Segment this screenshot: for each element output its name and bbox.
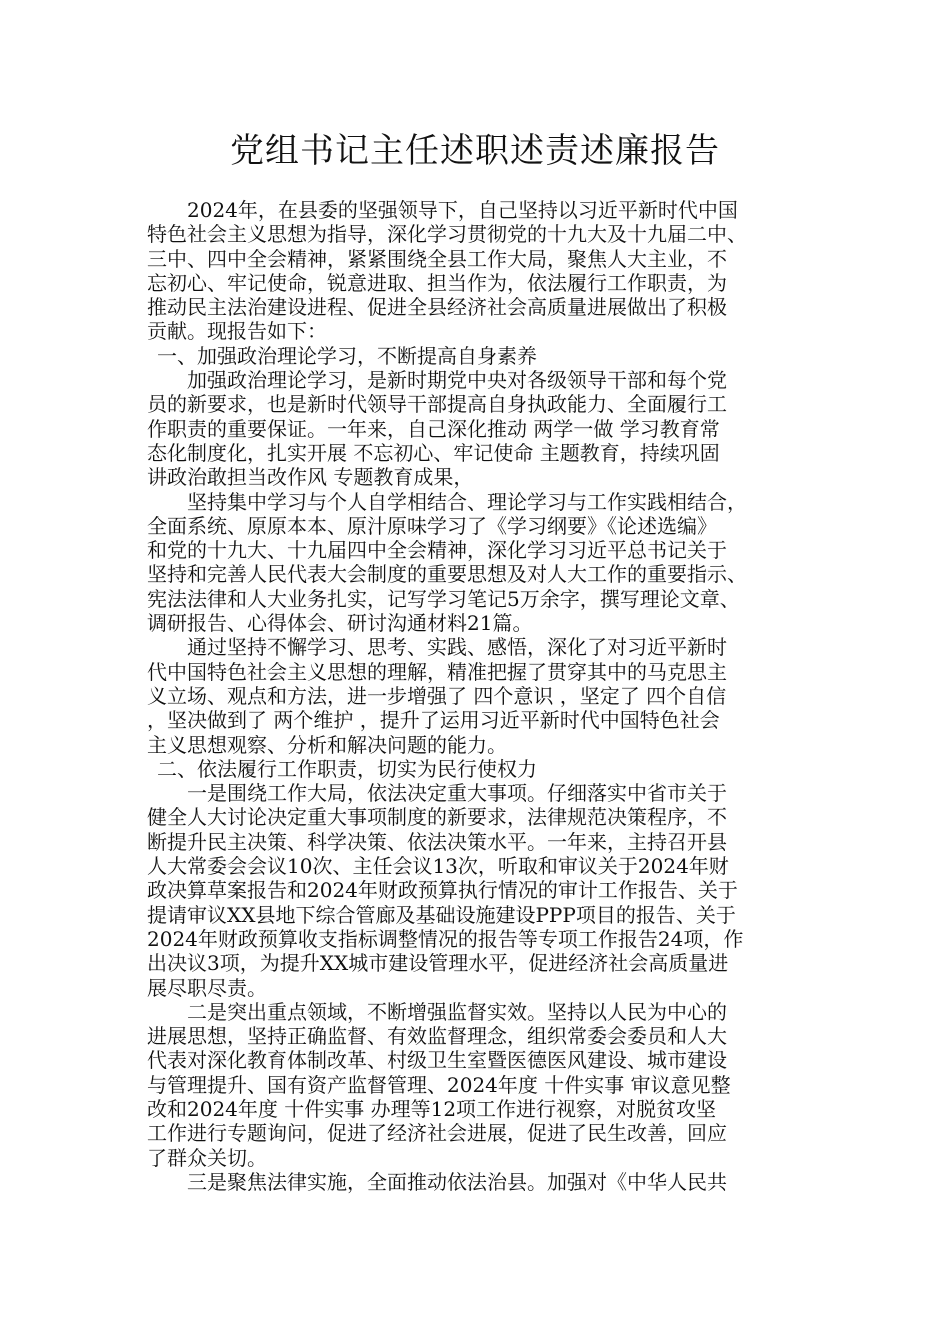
text-line: 贡献。现报告如下： — [147, 319, 327, 344]
text-line: 加强政治理论学习，是新时期党中央对各级领导干部和每个党 — [187, 368, 727, 393]
text-line: 展尽职尽责。 — [147, 975, 267, 1000]
text-line: 义立场、观点和方法，进一步增强了 四个意识 ，坚定了 四个自信 — [147, 683, 727, 708]
text-line: 全面系统、原原本本、原汁原味学习了《学习纲要》《论述选编》 — [147, 513, 717, 538]
document-body — [147, 198, 807, 1194]
text-line: 2024年财政预算收支指标调整情况的报告等专项工作报告24项，作 — [147, 926, 744, 951]
text-line: 通过坚持不懈学习、思考、实践、感悟，深化了对习近平新时 — [187, 635, 727, 660]
text-line: 特色社会主义思想为指导，深化学习贯彻党的十九大及十九届二中、 — [147, 222, 747, 247]
text-line: 2024年，在县委的坚强领导下，自己坚持以习近平新时代中国 — [187, 198, 738, 222]
text-line: 三是聚焦法律实施，全面推动依法治县。加强对《中华人民共 — [187, 1169, 727, 1194]
text-line: 健全人大讨论决定重大事项制度的新要求，法律规范决策程序，不 — [147, 805, 727, 830]
section-heading: 二、依法履行工作职责，切实为民行使权力 — [157, 756, 537, 781]
text-line: 三中、四中全会精神，紧紧围绕全县工作大局，聚焦人大主业，不 — [147, 246, 727, 271]
text-line: 一是围绕工作大局，依法决定重大事项。仔细落实中省市关于 — [187, 781, 727, 806]
text-line: 与管理提升、国有资产监督管理、2024年度 十件实事 审议意见整 — [147, 1072, 731, 1097]
text-line: 政决算草案报告和2024年财政预算执行情况的审计工作报告、关于 — [147, 878, 738, 903]
text-line: ，坚决做到了 两个维护 ，提升了运用习近平新时代中国特色社会 — [147, 708, 720, 733]
text-line: 讲政治敢担当改作风 专题教育成果， — [147, 465, 474, 490]
text-line: 代中国特色社会主义思想的理解，精准把握了贯穿其中的马克思主 — [147, 659, 727, 684]
text-line: 忘初心、牢记使命，锐意进取、担当作为，依法履行工作职责，为 — [147, 270, 727, 295]
text-line: 态化制度化，扎实开展 不忘初心、牢记使命 主题教育，持续巩固 — [147, 440, 720, 465]
text-line: 坚持集中学习与个人自学相结合、理论学习与工作实践相结合， — [187, 489, 747, 514]
text-line: 二是突出重点领域，不断增强监督实效。坚持以人民为中心的 — [187, 999, 727, 1024]
text-line: 提请审议XX县地下综合管廊及基础设施建设PPP项目的报告、关于 — [147, 902, 736, 927]
text-line: 工作进行专题询问，促进了经济社会进展，促进了民生改善，回应 — [147, 1121, 727, 1146]
text-line: 主义思想观察、分析和解决问题的能力。 — [147, 732, 507, 757]
text-line: 作职责的重要保证。一年来，自己深化推动 两学一做 学习教育常 — [147, 416, 720, 441]
text-line: 推动民主法治建设进程、促进全县经济社会高质量进展做出了积极 — [147, 295, 727, 320]
text-line: 进展思想，坚持正确监督、有效监督理念，组织常委会委员和人大 — [147, 1024, 727, 1049]
text-line: 人大常委会会议10次、主任会议13次，听取和审议关于2024年财 — [147, 854, 729, 879]
section-heading: 一、加强政治理论学习，不断提高自身素养 — [157, 343, 537, 368]
text-line: 员的新要求，也是新时代领导干部提高自身执政能力、全面履行工 — [147, 392, 727, 417]
text-line: 坚持和完善人民代表大会制度的重要思想及对人大工作的重要指示、 — [147, 562, 747, 587]
text-line: 断提升民主决策、科学决策、依法决策水平。一年来，主持召开县 — [147, 829, 727, 854]
page-title: 党组书记主任述职述责述廉报告 — [230, 131, 720, 171]
text-line: 出决议3项，为提升XX城市建设管理水平，促进经济社会高质量进 — [147, 951, 729, 976]
text-line: 了群众关切。 — [147, 1145, 267, 1170]
text-line: 代表对深化教育体制改革、村级卫生室暨医德医风建设、城市建设 — [147, 1048, 727, 1073]
text-line: 改和2024年度 十件实事 办理等12项工作进行视察，对脱贫攻坚 — [147, 1096, 717, 1121]
text-line: 宪法法律和人大业务扎实，记写学习笔记5万余字，撰写理论文章、 — [147, 586, 740, 611]
text-line: 调研报告、心得体会、研讨沟通材料21篇。 — [147, 611, 533, 636]
text-line: 和党的十九大、十九届四中全会精神，深化学习习近平总书记关于 — [147, 538, 727, 563]
